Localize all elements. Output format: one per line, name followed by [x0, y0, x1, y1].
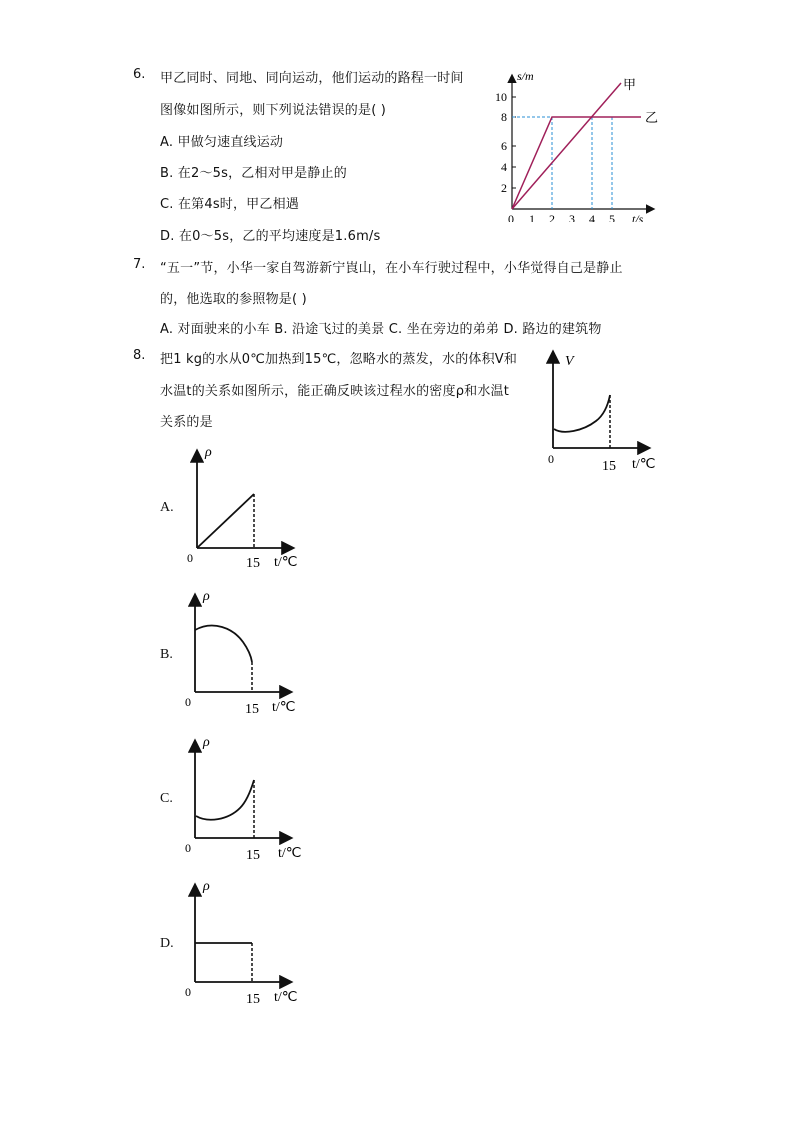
q8-stem-line1: 把1 kg的水从0℃加热到15℃，忽略水的蒸发，水的体积V和: [160, 352, 518, 367]
q8-stem-line3: 关系的是: [160, 415, 213, 430]
q6-y-tick-4: 4: [501, 160, 507, 174]
q8-option-c-y-label: ρ: [203, 735, 210, 750]
q8-v-graph-tick: 15: [602, 459, 616, 474]
q8-option-a-y-label: ρ: [205, 445, 212, 460]
q8-option-a-graph: [180, 440, 310, 575]
q8-number: 8.: [133, 348, 146, 363]
q8-option-b-x-label: t/℃: [272, 700, 296, 715]
q8-option-a-x-label: t/℃: [274, 555, 298, 570]
q8-option-b-tick: 15: [245, 702, 259, 717]
q7-stem-line1: “五一”节，小华一家自驾游新宁崀山，在小车行驶过程中，小华觉得自己是静止: [160, 261, 623, 276]
q6-series-jia-line: [512, 83, 621, 209]
q8-option-b-graph: [178, 586, 308, 721]
q8-option-c-letter: C.: [160, 791, 173, 806]
q8-option-d-origin: 0: [185, 985, 191, 999]
q8-stem-line2: 水温t的关系如图所示，能正确反映该过程水的密度ρ和水温t: [160, 384, 510, 399]
q6-st-graph: [495, 62, 675, 222]
q8-v-graph-curve: [554, 395, 610, 432]
q6-guide-lines: [512, 117, 612, 209]
q6-series-yi-line: [512, 117, 641, 209]
q8-v-graph-y-label: V: [565, 354, 574, 369]
q6-option-b: B. 在2～5s，乙相对甲是静止的: [160, 166, 347, 181]
q8-option-b-origin: 0: [185, 695, 191, 709]
q8-option-b-curve: [195, 626, 252, 662]
q8-option-d-x-label: t/℃: [274, 990, 298, 1005]
q8-option-a-origin: 0: [187, 551, 193, 565]
q6-y-tick-8: 8: [501, 110, 507, 124]
q8-option-b-y-label: ρ: [203, 589, 210, 604]
q8-option-d-tick: 15: [246, 992, 260, 1007]
q6-y-tick-2: 2: [501, 181, 507, 195]
q8-option-d-graph: [178, 876, 308, 1011]
q8-v-graph: [538, 345, 668, 475]
q6-option-a: A. 甲做匀速直线运动: [160, 135, 284, 150]
q8-option-d-y-label: ρ: [203, 879, 210, 894]
q8-option-c-tick: 15: [246, 848, 260, 863]
q8-option-c-x-label: t/℃: [278, 846, 302, 861]
q8-option-d-letter: D.: [160, 936, 174, 951]
q8-option-c-curve: [196, 780, 254, 820]
q6-series-jia-label: 甲: [623, 78, 637, 93]
q6-x-tick-5: 5: [609, 212, 615, 222]
q6-x-tick-3: 3: [569, 212, 575, 222]
q8-option-c-graph: [178, 730, 308, 865]
q8-option-a-letter: A.: [160, 500, 174, 515]
q8-option-c-origin: 0: [185, 841, 191, 855]
q8-option-a-curve: [197, 494, 254, 548]
q6-x-tick-1: 1: [529, 212, 535, 222]
q6-stem-line2: 图像如图所示，则下列说法错误的是( ): [160, 103, 387, 118]
q6-stem-line1: 甲乙同时、同地、同向运动，他们运动的路程一时间: [160, 71, 464, 86]
q6-x-tick-2: 2: [549, 212, 555, 222]
q6-x-tick-4: 4: [589, 212, 595, 222]
q6-y-tick-6: 6: [501, 139, 507, 153]
q7-stem-line2: 的，他选取的参照物是( ): [160, 292, 307, 307]
q6-option-d: D. 在0～5s，乙的平均速度是1.6m/s: [160, 229, 381, 244]
q6-y-axis-label: s/m: [517, 69, 534, 83]
q6-origin: 0: [508, 212, 514, 222]
q7-number: 7.: [133, 257, 146, 272]
q8-option-b-letter: B.: [160, 647, 173, 662]
q6-y-tick-10: 10: [495, 90, 507, 104]
q6-x-axis-label: t/s: [632, 212, 644, 222]
q8-v-graph-x-label: t/℃: [632, 457, 656, 472]
q6-number: 6.: [133, 67, 146, 82]
q6-series-yi-label: 乙: [645, 111, 659, 126]
q8-v-graph-origin: 0: [548, 452, 554, 466]
q8-option-a-tick: 15: [246, 556, 260, 571]
q7-options: A. 对面驶来的小车 B. 沿途飞过的美景 C. 坐在旁边的弟弟 D. 路边的建筑物: [160, 322, 602, 337]
q6-option-c: C. 在第4s时，甲乙相遇: [160, 197, 299, 212]
